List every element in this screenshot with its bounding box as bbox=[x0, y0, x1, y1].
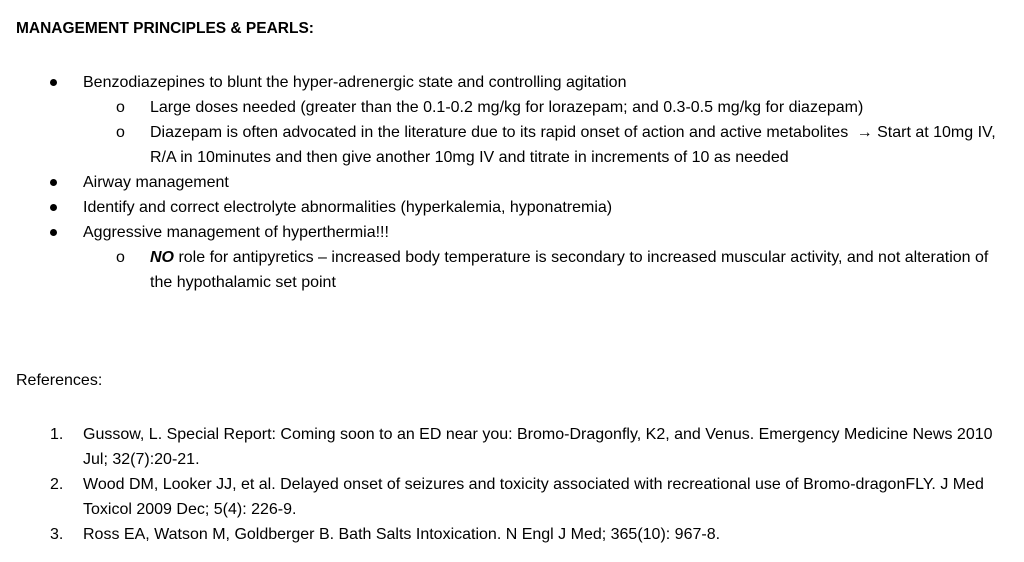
sub-bullet-item bbox=[0, 120, 1010, 170]
sub-bullet-marker: o bbox=[116, 99, 125, 116]
sub-bullet-text: Large doses needed (greater than the 0.1-0.2 mg/kg for lorazepam; and 0.3-0.5 mg/kg for diazepam) bbox=[150, 99, 864, 116]
references-heading: References: bbox=[16, 372, 103, 389]
bullet-text: Identify and correct electrolyte abnormalities (hyperkalemia, hyponatremia) bbox=[83, 199, 613, 216]
bullet-text: Airway management bbox=[83, 174, 229, 191]
reference-text: Wood DM, Looker JJ, et al. Delayed onset of seizures and toxicity associated with recreational use of Bromo-dragonFLY. J Med Toxicol 2009 Dec; 5(4): 226-9. bbox=[83, 476, 984, 518]
sub-bullet-text: Diazepam is often advocated in the literature due to its rapid onset of action and active metabolites bbox=[150, 124, 849, 141]
bullet-item bbox=[0, 70, 1013, 95]
management-bullet-list bbox=[0, 70, 1024, 295]
references-list bbox=[0, 422, 1024, 547]
section-heading: MANAGEMENT PRINCIPLES & PEARLS: bbox=[16, 20, 314, 37]
sub-bullet-text: role for antipyretics – increased body temperature is secondary to increased muscular activity, and not alteration of the hypothalamic set point bbox=[150, 249, 989, 291]
bullet-item bbox=[0, 220, 1013, 245]
reference-item bbox=[0, 422, 1003, 472]
bullet-dot-icon bbox=[50, 179, 57, 186]
bullet-item bbox=[0, 195, 1013, 220]
right-arrow-icon: → bbox=[856, 124, 873, 141]
bullet-dot-icon bbox=[50, 204, 57, 211]
reference-item bbox=[0, 472, 1003, 522]
bullet-dot-icon bbox=[50, 79, 57, 86]
sub-bullet-item bbox=[0, 95, 1010, 120]
bullet-item bbox=[0, 170, 1013, 195]
sub-bullet-continuation: Start at 10mg IV, R/A in 10minutes and then give another 10mg IV and titrate in increments of 10 as needed bbox=[150, 124, 996, 166]
reference-item bbox=[0, 522, 1003, 547]
reference-number: 3. bbox=[50, 526, 64, 543]
bullet-text: Aggressive management of hyperthermia!!! bbox=[83, 224, 389, 241]
bullet-dot-icon bbox=[50, 229, 57, 236]
sub-bullet-item bbox=[0, 245, 1010, 295]
emphasis-text: NO bbox=[150, 249, 174, 266]
reference-text: Gussow, L. Special Report: Coming soon to an ED near you: Bromo-Dragonfly, K2, and Venus. Emergency Medicine News 2010 Jul; 32(7):20-21. bbox=[83, 426, 993, 468]
reference-text: Ross EA, Watson M, Goldberger B. Bath Salts Intoxication. N Engl J Med; 365(10): 967-8. bbox=[83, 526, 721, 543]
sub-bullet-marker: o bbox=[116, 249, 125, 266]
reference-number: 1. bbox=[50, 426, 64, 443]
sub-bullet-marker: o bbox=[116, 124, 125, 141]
bullet-text: Benzodiazepines to blunt the hyper-adrenergic state and controlling agitation bbox=[83, 74, 627, 91]
reference-number: 2. bbox=[50, 476, 64, 493]
